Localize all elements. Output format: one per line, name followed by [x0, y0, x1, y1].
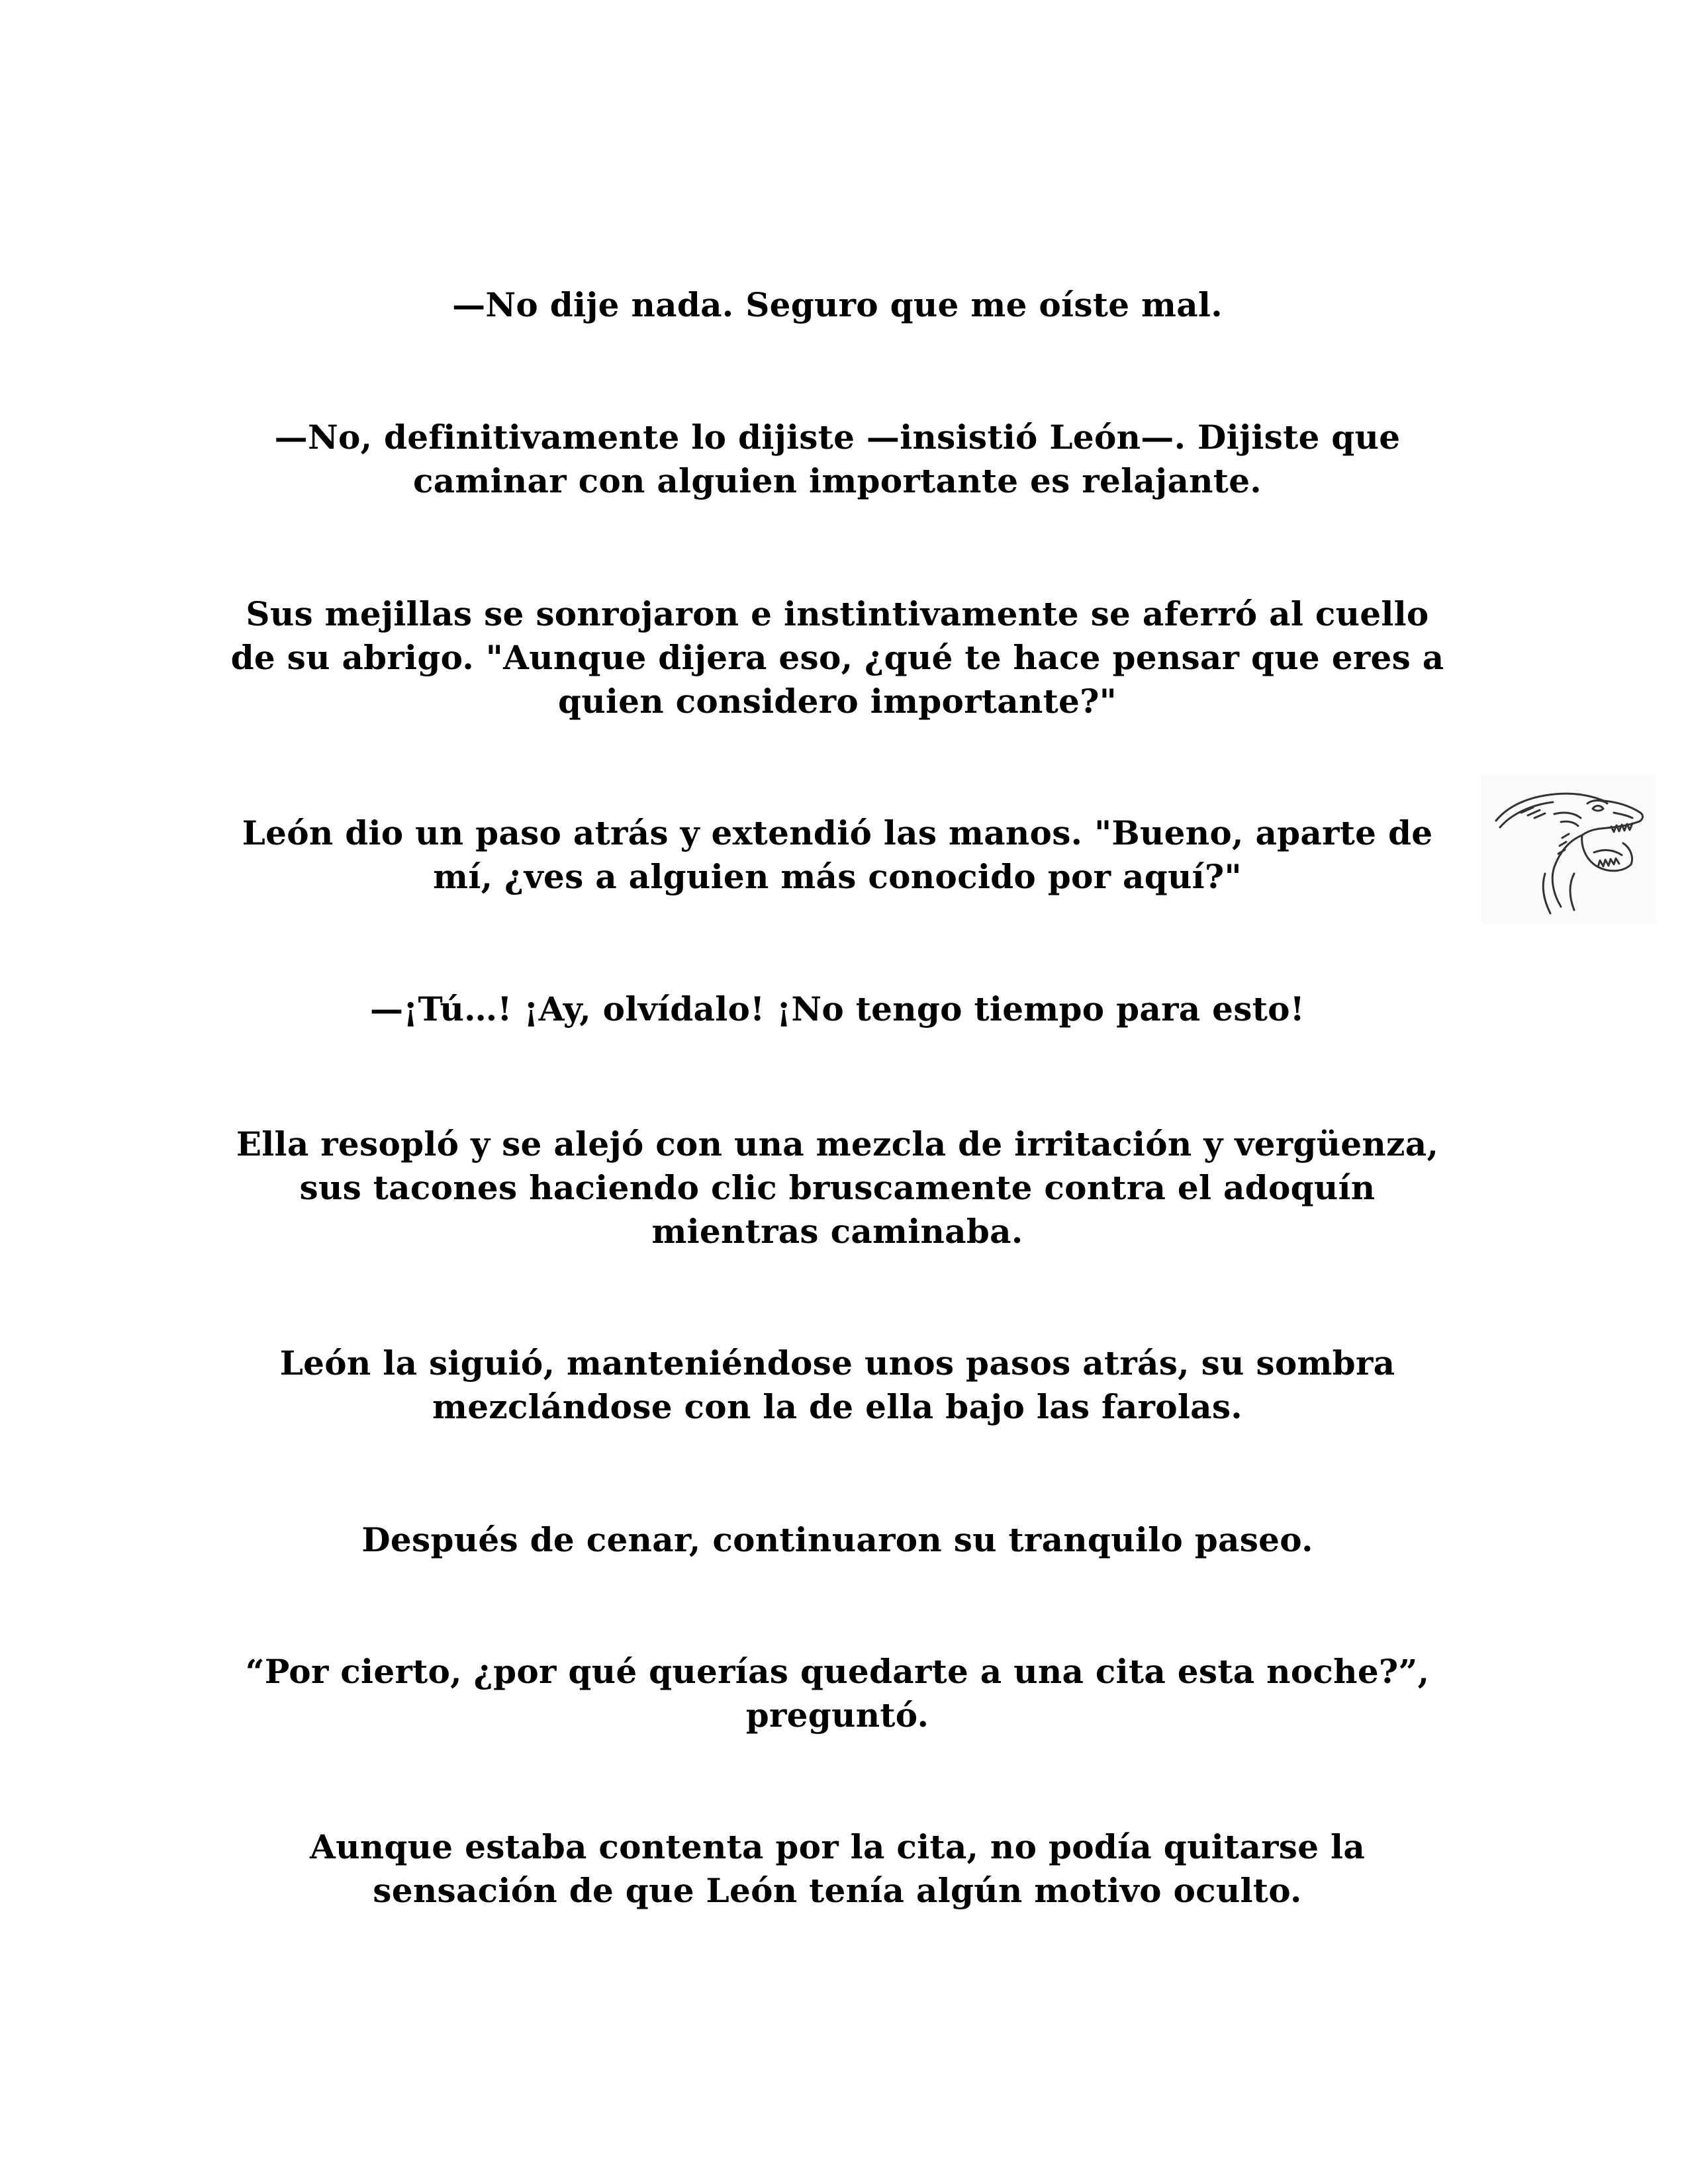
paragraph-8: Después de cenar, continuaron su tranquilo paseo.: [361, 1520, 1313, 1559]
paragraph-6: Ella resopló y se alejó con una mezcla de irritación y vergüenza, sus tacones haciendo clic bruscamente contra el adoquín mientras caminaba.: [236, 1124, 1439, 1251]
paragraph-4: León dio un paso atrás y extendió las manos. "Bueno, aparte de mí, ¿ves a alguien más conocido por aquí?": [242, 813, 1433, 896]
paragraph-1: —No dije nada. Seguro que me oíste mal.: [452, 285, 1223, 324]
paragraph-9: “Por cierto, ¿por qué querías quedarte a una cita esta noche?”, preguntó.: [245, 1652, 1430, 1735]
paragraph-2: —No, definitivamente lo dijiste —insistió León—. Dijiste que caminar con alguien importante es relajante.: [274, 418, 1401, 500]
paragraph-7: León la siguió, manteniéndose unos pasos atrás, su sombra mezclándose con la de ella bajo las farolas.: [279, 1343, 1395, 1426]
dinosaur-head-sketch-icon: [1481, 774, 1655, 923]
paragraph-10: Aunque estaba contenta por la cita, no podía quitarse la sensación de que León tenía algún motivo oculto.: [309, 1827, 1366, 1910]
paragraph-3: Sus mejillas se sonrojaron e instintivamente se aferró al cuello de su abrigo. "Aunque dijera eso, ¿qué te hace pensar que eres a quien considero importante?": [230, 594, 1444, 721]
paragraph-5: —¡Tú…! ¡Ay, olvídalo! ¡No tengo tiempo para esto!: [370, 989, 1305, 1028]
